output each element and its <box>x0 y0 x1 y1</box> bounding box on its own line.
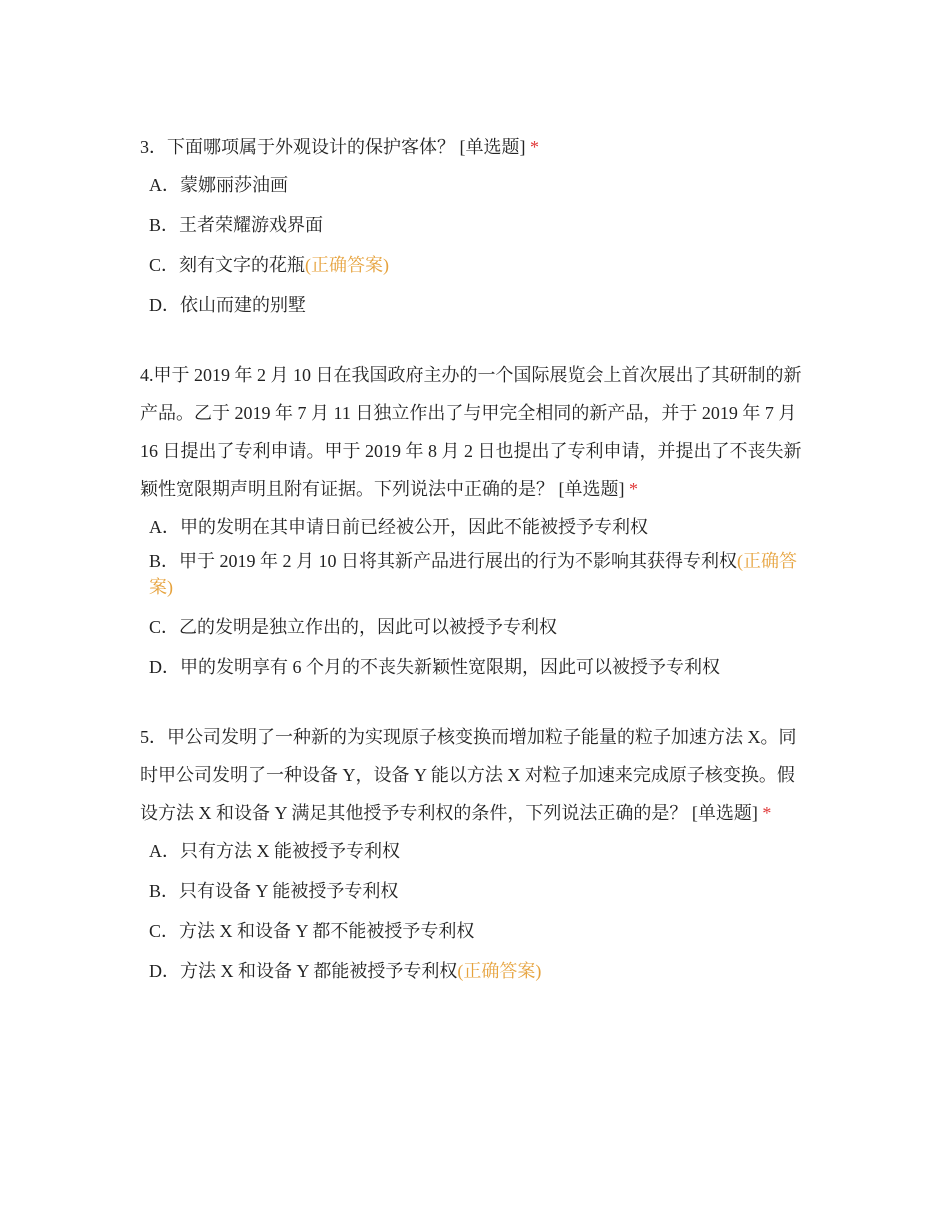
question-4 <box>140 356 812 680</box>
option-b[interactable]: B．王者荣耀游戏界面 <box>149 215 324 235</box>
required-mark: * <box>629 479 638 499</box>
option-b[interactable]: B．甲于 2019 年 2 月 10 日将其新产品进行展出的行为不影响其获得专利权(正确答案) <box>149 551 798 597</box>
option-a[interactable]: A．甲的发明在其申请日前已经被公开，因此不能被授予专利权 <box>149 517 648 537</box>
option-b[interactable]: B．只有设备 Y 能被授予专利权 <box>149 881 399 901</box>
question-title: 3．下面哪项属于外观设计的保护客体？ [单选题] * <box>140 137 539 157</box>
option-d[interactable]: D．甲的发明享有 6 个月的不丧失新颖性宽限期，因此可以被授予专利权 <box>149 657 720 677</box>
option-c[interactable]: C．方法 X 和设备 Y 都不能被授予专利权 <box>149 921 475 941</box>
correct-answer-tag: (正确答案) <box>149 551 798 597</box>
correct-answer-tag: (正确答案) <box>457 961 542 981</box>
option-list <box>140 838 812 984</box>
question-title: 4.甲于 2019 年 2 月 10 日在我国政府主办的一个国际展览会上首次展出了其研制的新产品。乙于 2019 年 7 月 11 日独立作出了与甲完全相同的新产品，并于 2019 年 7 月 16 日提出了专利申请。甲于 2019 年 8 月 2 日也提出了专利申请，并提出了不丧失新颖性宽限期声明且附有证据。下列说法中正确的是？ [单选题] * <box>140 365 802 499</box>
option-list <box>140 172 812 318</box>
option-c[interactable]: C．乙的发明是独立作出的，因此可以被授予专利权 <box>149 617 558 637</box>
option-a[interactable]: A．蒙娜丽莎油画 <box>149 175 288 195</box>
question-5 <box>140 718 812 984</box>
option-list <box>140 514 812 680</box>
quiz-document <box>140 128 812 1022</box>
required-mark: * <box>762 803 772 823</box>
option-d[interactable]: D．方法 X 和设备 Y 都能被授予专利权(正确答案) <box>149 961 542 981</box>
option-c[interactable]: C．刻有文字的花瓶(正确答案) <box>149 255 390 275</box>
question-3 <box>140 128 812 318</box>
question-title: 5．甲公司发明了一种新的为实现原子核变换而增加粒子能量的粒子加速方法 X。同时甲公司发明了一种设备 Y，设备 Y 能以方法 X 对粒子加速来完成原子核变换。假设方法 X 和设备 Y 满足其他授予专利权的条件，下列说法正确的是？ [单选题] * <box>140 727 797 823</box>
required-mark: * <box>530 137 539 157</box>
correct-answer-tag: (正确答案) <box>305 255 390 275</box>
option-a[interactable]: A．只有方法 X 能被授予专利权 <box>149 841 400 861</box>
option-d[interactable]: D．依山而建的别墅 <box>149 295 306 315</box>
